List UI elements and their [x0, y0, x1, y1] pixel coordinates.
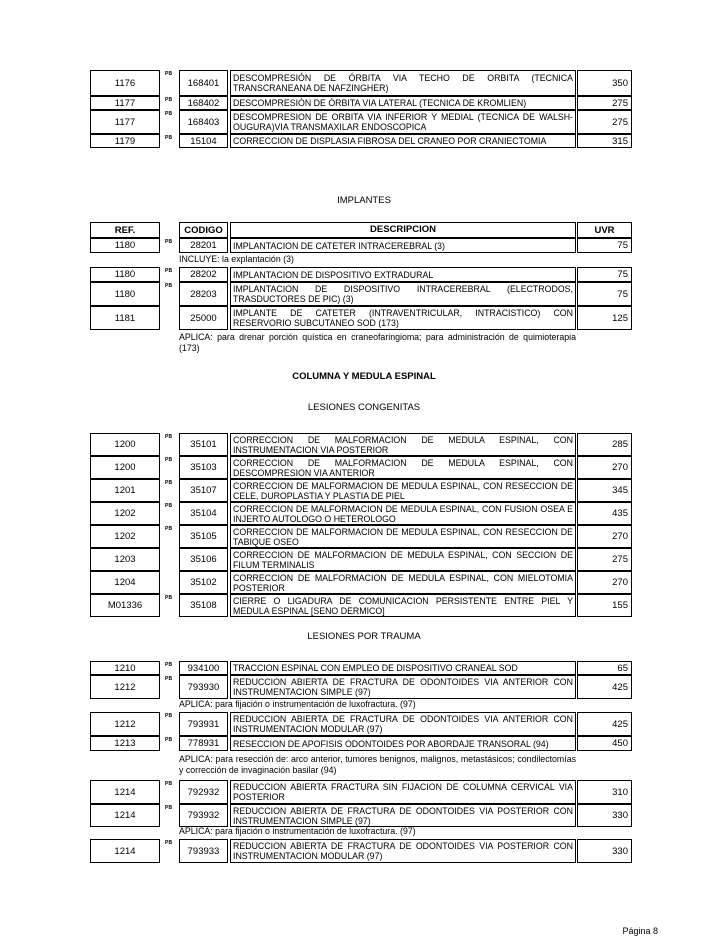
uvr-cell: 450 [577, 736, 632, 751]
ref-cell: 1180 [90, 238, 160, 253]
code-cell: 35103 [179, 456, 228, 479]
uvr-cell: 285 [577, 433, 632, 456]
ref-cell: 1177 [90, 96, 160, 110]
uvr-cell: 345 [577, 479, 632, 502]
description-cell: CORRECCION DE MALFORMACION DE MEDULA ESPINAL, CON DESCOMPRESION VIA ANTERIOR [230, 456, 576, 479]
uvr-cell: 315 [577, 134, 632, 148]
ref-cell: 1212 [90, 712, 160, 736]
pb-mark: PB [165, 526, 173, 532]
uvr-cell: 75 [577, 282, 632, 306]
code-cell: 28201 [179, 238, 228, 253]
code-cell: 35101 [179, 433, 228, 456]
pb-mark: PB [165, 662, 173, 668]
pb-mark: PB [165, 268, 173, 274]
ref-cell: 1214 [90, 839, 160, 863]
uvr-cell: 270 [577, 525, 632, 548]
description-cell: IMPLANTACION DE CATETER INTRACEREBRAL (3) [230, 238, 576, 253]
table-row [0, 839, 728, 863]
uvr-cell: 65 [577, 661, 632, 675]
table-row [0, 804, 728, 827]
code-cell: 35104 [179, 502, 228, 525]
ref-cell: 1210 [90, 661, 160, 675]
uvr-cell: 330 [577, 839, 632, 863]
description-cell: REDUCCION ABIERTA DE FRACTURA DE ODONTOIDES VIA POSTERIOR CON INSTRUMENTACION MODULAR (97) [230, 839, 576, 863]
code-cell: 25000 [179, 306, 228, 330]
ref-cell: 1212 [90, 675, 160, 699]
table-row [0, 479, 728, 502]
pb-mark: PB [165, 737, 173, 743]
uvr-cell: 125 [577, 306, 632, 330]
note-text: INCLUYE: la explantación (3) [179, 254, 294, 264]
ref-cell: 1213 [90, 736, 160, 751]
ref-cell: 1202 [90, 502, 160, 525]
page-number: Página 8 [622, 926, 658, 936]
description-cell: DESCOMPRESION DE ORBITA VIA INFERIOR Y MEDIAL (TECNICA DE WALSH-OUGURA)VIA TRANSMAXILAR ENDOSCOPICA [230, 110, 576, 134]
note-text: APLICA: para fijación o instrumentación de luxofractura. (97) [179, 826, 416, 836]
pb-mark: PB [165, 840, 173, 846]
subsection-heading: LESIONES CONGENITAS [307, 402, 421, 413]
table-row [0, 267, 728, 282]
uvr-cell: 270 [577, 456, 632, 479]
section-heading: IMPLANTES [337, 195, 391, 206]
table-row [0, 548, 728, 571]
ref-cell: 1202 [90, 525, 160, 548]
pb-mark: PB [165, 480, 173, 486]
description-cell: TRACCION ESPINAL CON EMPLEO DE DISPOSITIVO CRANEAL SOD [230, 661, 576, 675]
table-row [0, 433, 728, 456]
description-cell: CORRECCION DE MALFORMACION DE MEDULA ESPINAL, CON FUSION OSEA E INJERTO AUTOLOGO O HETEROLOGO [230, 502, 576, 525]
code-cell: 934100 [179, 661, 228, 675]
description-cell: REDUCCION ABIERTA DE FRACTURA DE ODONTOIDES VIA POSTERIOR CON INSTRUMENTACION SIMPLE (97) [230, 804, 576, 827]
ref-cell: 1204 [90, 571, 160, 594]
table-row [0, 502, 728, 525]
description-cell: CIERRE O LIGADURA DE COMUNICACION PERSISTENTE ENTRE PIEL Y MEDULA ESPINAL [SENO DERMICO] [230, 594, 576, 617]
ref-cell: 1179 [90, 134, 160, 148]
code-cell: 792932 [179, 780, 228, 804]
description-cell: CORRECCION DE MALFORMACION DE MEDULA ESPINAL, CON SECCION DE FILUM TERMINALIS [230, 548, 576, 571]
pb-mark: PB [165, 713, 173, 719]
pb-mark: PB [165, 503, 173, 509]
code-cell: 793933 [179, 839, 228, 863]
code-cell: 778931 [179, 736, 228, 751]
table-row [0, 525, 728, 548]
description-cell: CORRECCION DE MALFORMACION DE MEDULA ESPINAL, CON MIELOTOMIA POSTERIOR [230, 571, 576, 594]
ref-cell: 1203 [90, 548, 160, 571]
ref-cell: 1180 [90, 282, 160, 306]
table-header [0, 222, 728, 238]
uvr-cell: 425 [577, 675, 632, 699]
ref-cell: 1180 [90, 267, 160, 282]
table-row [0, 282, 728, 306]
description-cell: CORRECCION DE MALFORMACION DE MEDULA ESPINAL, CON RESECCION DE CELE, DUROPLASTIA Y PLASTIA DE PIEL [230, 479, 576, 502]
ref-cell: M01336 [90, 594, 160, 617]
header-ref: REF. [90, 222, 160, 238]
note-text: APLICA: para drenar porción quística en craneofaringioma; para administración de quimioterapia (173) [179, 332, 576, 353]
section-heading: COLUMNA Y MEDULA ESPINAL [292, 371, 436, 382]
header-description: DESCRIPCION [230, 222, 576, 238]
table-row [0, 134, 728, 148]
pb-mark: PB [165, 135, 173, 141]
ref-cell: 1177 [90, 110, 160, 134]
table-row [0, 661, 728, 675]
ref-cell: 1176 [90, 70, 160, 96]
code-cell: 28203 [179, 282, 228, 306]
table-row [0, 110, 728, 134]
code-cell: 793931 [179, 712, 228, 736]
pb-mark: PB [165, 676, 173, 682]
pb-mark: PB [165, 111, 173, 117]
uvr-cell: 350 [577, 70, 632, 96]
table-row [0, 675, 728, 699]
code-cell: 35102 [179, 571, 228, 594]
ref-cell: 1201 [90, 479, 160, 502]
pb-mark: PB [165, 434, 173, 440]
table-row [0, 306, 728, 330]
header-code: CODIGO [179, 222, 228, 238]
code-cell: 28202 [179, 267, 228, 282]
uvr-cell: 275 [577, 548, 632, 571]
header-uvr: UVR [577, 222, 632, 238]
code-cell: 35105 [179, 525, 228, 548]
uvr-cell: 275 [577, 110, 632, 134]
uvr-cell: 75 [577, 238, 632, 253]
table-row [0, 96, 728, 110]
ref-cell: 1200 [90, 433, 160, 456]
description-cell: CORRECCION DE DISPLASIA FIBROSA DEL CRANEO POR CRANIECTOMIA [230, 134, 576, 148]
code-cell: 35108 [179, 594, 228, 617]
note-text: APLICA: para resección de: arco anterior, tumores benignos, malignos, metastásicos; condilectomías y corrección de invaginación basilar (94) [179, 754, 576, 775]
pb-mark: PB [165, 239, 173, 245]
description-cell: IMPLANTACION DE DISPOSITIVO INTRACEREBRAL (ELECTRODOS, TRASDUCTORES DE PIC) (3) [230, 282, 576, 306]
pb-mark: PB [165, 71, 173, 77]
description-cell: REDUCCION ABIERTA DE FRACTURA DE ODONTOIDES VIA ANTERIOR CON INSTRUMENTACION MODULAR (97) [230, 712, 576, 736]
code-cell: 35106 [179, 548, 228, 571]
table-row [0, 712, 728, 736]
description-cell: CORRECCION DE MALFORMACION DE MEDULA ESPINAL, CON INSTRUMENTACION VIA POSTERIOR [230, 433, 576, 456]
code-cell: 35107 [179, 479, 228, 502]
code-cell: 793932 [179, 804, 228, 827]
uvr-cell: 425 [577, 712, 632, 736]
code-cell: 15104 [179, 134, 228, 148]
uvr-cell: 310 [577, 780, 632, 804]
description-cell: IMPLANTACION DE DISPOSITIVO EXTRADURAL [230, 267, 576, 282]
ref-cell: 1214 [90, 804, 160, 827]
uvr-cell: 75 [577, 267, 632, 282]
code-cell: 168403 [179, 110, 228, 134]
table-row [0, 456, 728, 479]
code-cell: 168402 [179, 96, 228, 110]
description-cell: REDUCCION ABIERTA FRACTURA SIN FIJACION DE COLUMNA CERVICAL VIA POSTERIOR [230, 780, 576, 804]
description-cell: CORRECCION DE MALFORMACION DE MEDULA ESPINAL, CON RESECCION DE TABIQUE OSEO [230, 525, 576, 548]
uvr-cell: 155 [577, 594, 632, 617]
pb-mark: PB [165, 781, 173, 787]
pb-mark: PB [165, 283, 173, 289]
code-cell: 793930 [179, 675, 228, 699]
description-cell: REDUCCION ABIERTA DE FRACTURA DE ODONTOIDES VIA ANTERIOR CON INSTRUMENTACION SIMPLE (97) [230, 675, 576, 699]
pb-mark: PB [165, 595, 173, 601]
ref-cell: 1200 [90, 456, 160, 479]
table-row [0, 571, 728, 594]
description-cell: DESCOMPRESIÓN DE ÓRBITA VIA TECHO DE ORBITA (TECNICA TRANSCRANEANA DE NAFZINGHER) [230, 70, 576, 96]
uvr-cell: 275 [577, 96, 632, 110]
ref-cell: 1181 [90, 306, 160, 330]
uvr-cell: 435 [577, 502, 632, 525]
note-text: APLICA: para fijación o instrumentación de luxofractura. (97) [179, 699, 416, 709]
pb-mark: PB [165, 97, 173, 103]
ref-cell: 1214 [90, 780, 160, 804]
pb-mark: PB [165, 457, 173, 463]
table-row [0, 594, 728, 617]
table-row [0, 736, 728, 751]
table-row [0, 238, 728, 253]
code-cell: 168401 [179, 70, 228, 96]
description-cell: IMPLANTE DE CATETER (INTRAVENTRICULAR, INTRACISTICO) CON RESERVORIO SUBCUTANEO SOD (173) [230, 306, 576, 330]
subsection-heading: LESIONES POR TRAUMA [307, 631, 421, 642]
description-cell: RESECCION DE APOFISIS ODONTOIDES POR ABORDAJE TRANSORAL (94) [230, 736, 576, 751]
table-row [0, 70, 728, 96]
pb-mark: PB [165, 805, 173, 811]
uvr-cell: 330 [577, 804, 632, 827]
table-row [0, 780, 728, 804]
uvr-cell: 270 [577, 571, 632, 594]
description-cell: DESCOMPRESIÓN DE ÓRBITA VIA LATERAL (TECNICA DE KROMLIEN) [230, 96, 576, 110]
